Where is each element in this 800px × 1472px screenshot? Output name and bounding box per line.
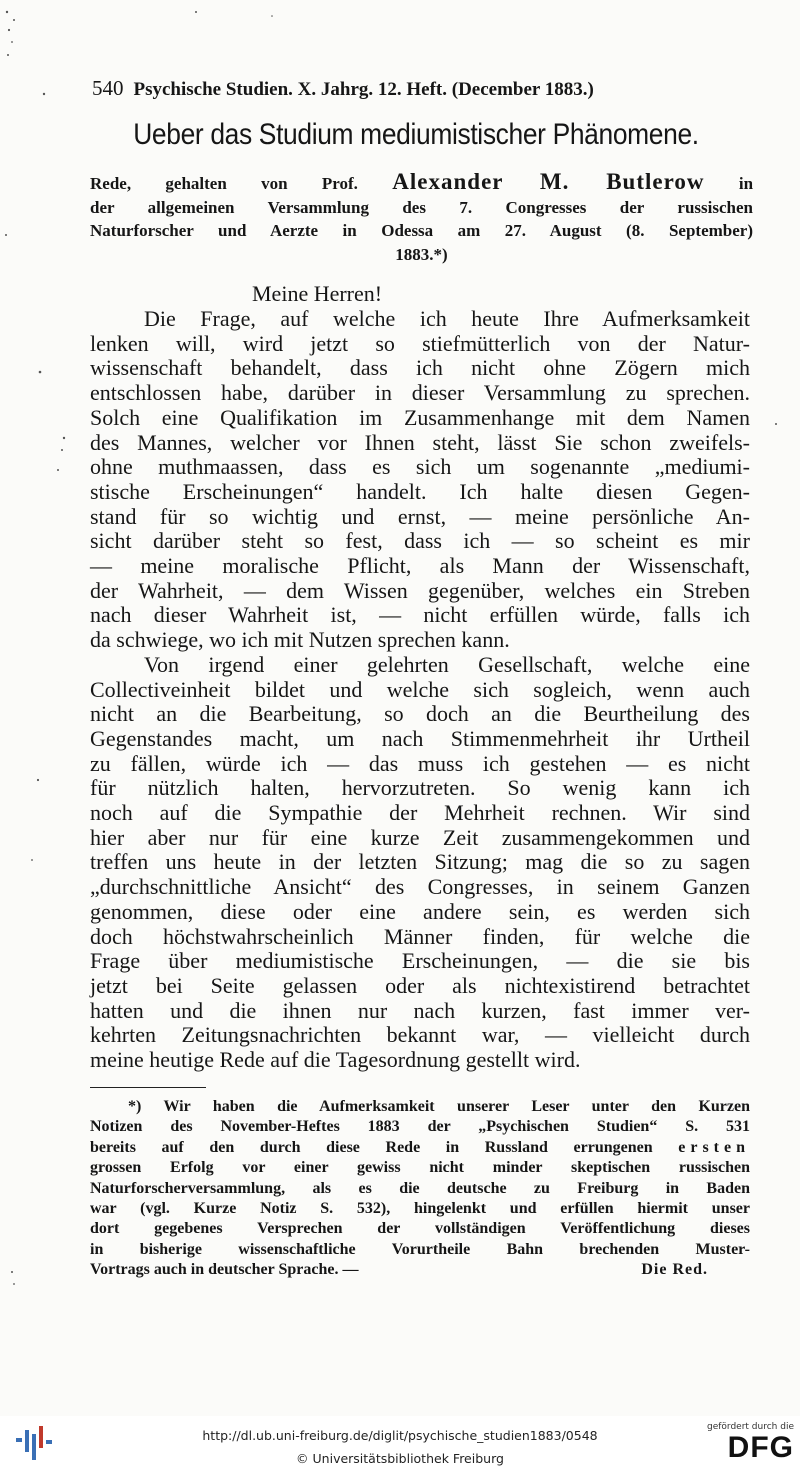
text-line: entschlossen habe, darüber in dieser Versammlung zu sprechen. (90, 380, 750, 406)
footnote-line: bereits auf den durch diese Rede in Russland errungenen ersten (90, 1138, 751, 1156)
text-line: genommen, diese oder eine andere sein, es werden sich (90, 898, 750, 924)
footnote-line: in bisherige wissenschaftliche Vorurtheile Bahn brechenden Muster- (90, 1240, 750, 1258)
dfg-logo-text: DFG (727, 1431, 794, 1464)
copyright-text: © Universitätsbibliothek Freiburg (296, 1451, 504, 1466)
footnote-line: dort gegebenes Versprechen der vollständigen Veröffentlichung dieses (90, 1220, 750, 1238)
text-line: zu fällen, würde ich — das muss ich gestehen — es nicht (90, 750, 750, 776)
text-line: doch höchstwahrscheinlich Männer finden, für welche die (90, 923, 750, 949)
text-line: „durchschnittliche Ansicht“ des Congresses, in seinem Ganzen (90, 874, 750, 900)
text-line: der Wahrheit, — dem Wissen gegenüber, welches ein Streben (90, 577, 750, 603)
subtitle-line-1: Rede, gehalten von Prof. Alexander M. Butlerow in (90, 169, 754, 194)
subtitle-line-4: 1883.*) (395, 244, 448, 264)
text-line: für nützlich halten, hervorzutreten. So wenig kann ich (90, 775, 750, 801)
footnote (90, 1097, 750, 1281)
funder-caption: gefördert durch die (707, 1422, 794, 1432)
text-line: hier aber nur für eine kurze Zeit zusammengekommen und (90, 824, 750, 850)
running-head-text: Psychische Studien. X. Jahrg. 12. Heft. (December 1883.) (133, 79, 594, 100)
text-line: Collectiveinheit bildet und welche sich sogleich, wenn auch (90, 676, 750, 702)
footnote-line: war (vgl. Kurze Notiz S. 532), hingelenkt und erfüllen hiermit unser (90, 1200, 750, 1218)
article-title: Ueber das Studium mediumistischer Phänomene. (133, 118, 699, 151)
text-line: ohne muthmaassen, dass es sich um sogenannte „mediumi- (90, 454, 750, 480)
text-line: stische Erscheinungen“ handelt. Ich halte diesen Gegen- (90, 478, 750, 504)
text-line: treffen uns heute in der letzten Sitzung; mag die so zu sagen (90, 849, 750, 875)
text-line: Gegenstandes macht, um nach Stimmenmehrheit ihr Urtheil (90, 725, 750, 751)
text-line: lenken will, wird jetzt so stiefmütterlich von der Natur- (90, 330, 750, 356)
text-line: noch auf die Sympathie der Mehrheit rechnen. Wir sind (90, 800, 750, 826)
text-line: nicht an die Bearbeitung, so doch an die Beurtheilung des (90, 701, 750, 727)
text-line: Frage über mediumistische Erscheinungen, — die sie bis (90, 948, 750, 974)
spaced-word: ersten (678, 1138, 751, 1156)
editor-signature: Die Red. (641, 1261, 708, 1279)
source-url-link[interactable]: http://dl.ub.uni-freiburg.de/diglit/psychische_studien1883/0548 (202, 1428, 598, 1443)
subtitle-line-2: der allgemeinen Versammlung des 7. Congresses der russischen (90, 197, 753, 217)
footnote-rule (90, 1087, 206, 1088)
text-line: kehrten Zeitungsnachrichten bekannt war, — vielleicht durch (90, 1022, 750, 1048)
body-text (90, 307, 750, 1073)
text-line: Die Frage, auf welche ich heute Ihre Aufmerksamkeit (144, 306, 750, 331)
text-line: hatten und die ihnen nur nach kurzen, fast immer ver- (90, 997, 750, 1023)
text-line: sicht darüber steht so fest, dass ich — so scheint es mir (90, 528, 750, 554)
footnote-line: grossen Erfolg vor einer gewiss nicht minder skeptischen russischen (90, 1159, 750, 1177)
article-subtitle (90, 170, 753, 266)
text-line: des Mannes, welcher vor Ihnen steht, lässt Sie schon zweifels- (90, 429, 750, 455)
text-line: jetzt bei Seite gelassen oder als nichtexistirend betrachtet (90, 972, 750, 998)
text-line: Solch eine Qualifikation im Zusammenhange mit dem Namen (90, 404, 750, 430)
author-name: Alexander M. Butlerow (392, 169, 705, 194)
subtitle-line-3: Naturforscher und Aerzte in Odessa am 27. August (8. September) (90, 221, 753, 240)
footnote-line: Naturforscherversammlung, als es die deutsche zu Freiburg in Baden (90, 1179, 750, 1197)
text-line: stand für so wichtig und ernst, — meine persönliche An- (90, 503, 750, 529)
running-header (92, 76, 740, 101)
text-line: Von irgend einer gelehrten Gesellschaft, welche eine (144, 651, 750, 677)
text-line: nach dieser Wahrheit ist, — nicht erfüllen würde, falls ich (90, 602, 750, 628)
text-line: da schwiege, wo ich mit Nutzen sprechen kann. (90, 627, 510, 653)
dfg-logo (702, 1422, 794, 1468)
text-line: wissenschaft behandelt, dass ich nicht ohne Zögern mich (90, 355, 750, 381)
footnote-line: Vortrags auch in deutscher Sprache. — Die Red. (90, 1260, 750, 1280)
salutation: Meine Herren! (252, 281, 383, 306)
footnote-line: *) Wir haben die Aufmerksamkeit unserer Leser unter den Kurzen (128, 1098, 750, 1115)
page-number: 540 (92, 76, 124, 100)
footnote-line: Notizen des November-Heftes 1883 der „Psychischen Studien“ S. 531 (90, 1118, 750, 1136)
text-line: meine heutige Rede auf die Tagesordnung gestellt wird. (90, 1047, 581, 1073)
text-line: — meine moralische Pflicht, als Mann der Wissenschaft, (90, 553, 750, 579)
